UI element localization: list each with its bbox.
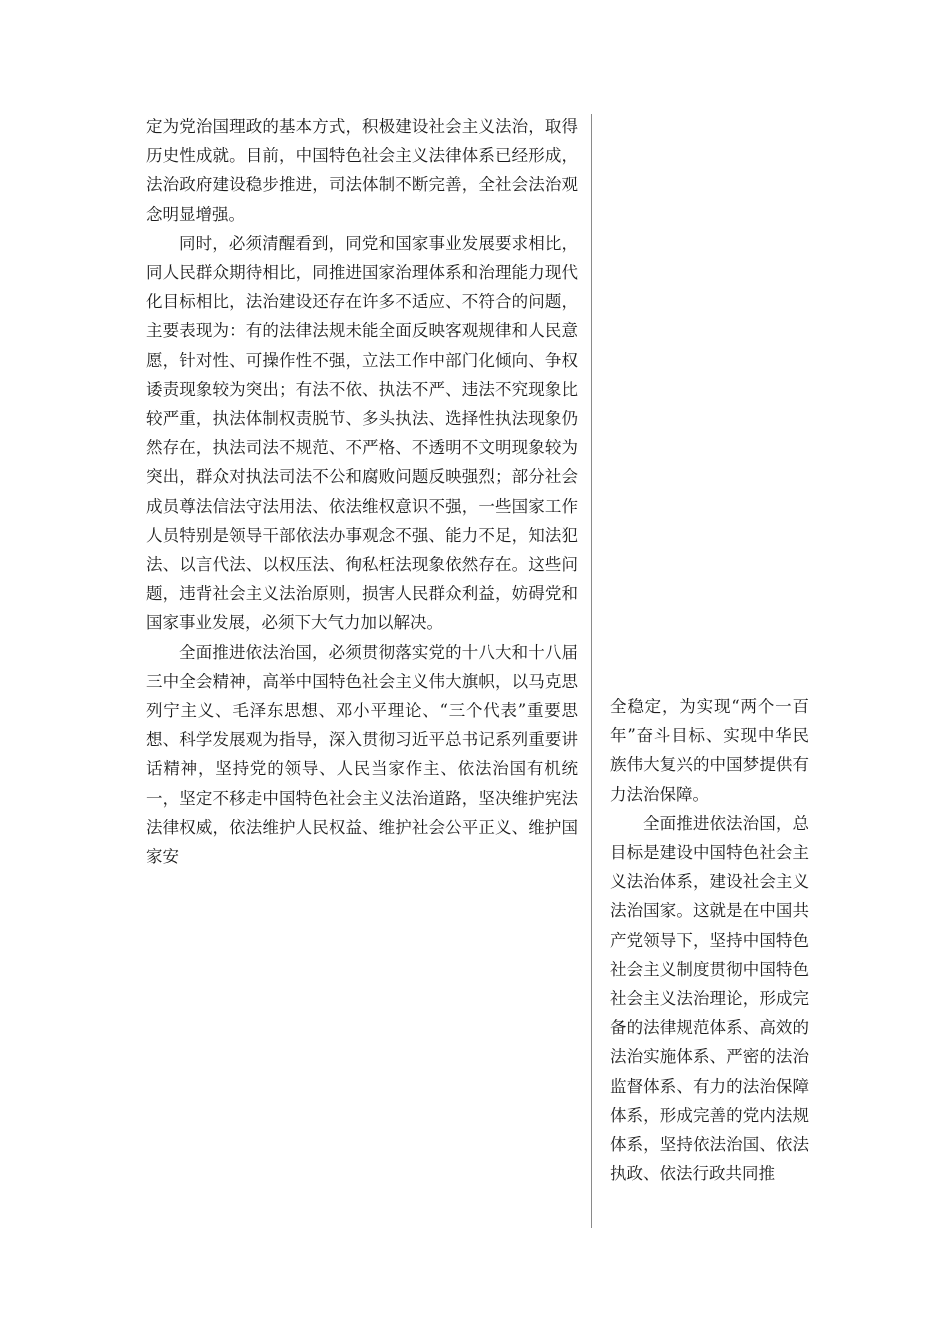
paragraph-overall-goal: 全面推进依法治国，总目标是建设中国特色社会主义法治体系，建设社会主义法治国家。这就是在中国共产党领导下，坚持中国特色社会主义制度贯彻中国特色社会主义法治理论，形成完备的法律规范体系、高效的法治实施体系、严密的法治监督体系、有力的法治保障体系，形成完善的党内法规体系，坚持依法治国、依法执政、依法行政共同推 <box>610 813 809 1184</box>
paragraph-continued: 定为党治国理政的基本方式，积极建设社会主义法治，取得历史性成就。目前，中国特色社会主义法律体系已经形成，法治政府建设稳步推进，司法体制不断完善，全社会法治观念明显增强。 <box>146 117 578 224</box>
left-text-column <box>146 112 578 871</box>
paragraph-problems: 同时，必须清醒看到，同党和国家事业发展要求相比，同人民群众期待相比，同推进国家治理体系和治理能力现代化目标相比，法治建设还存在许多不适应、不符合的问题，主要表现为：有的法律法规未能全面反映客观规律和人民意愿，针对性、可操作性不强，立法工作中部门化倾向、争权诿责现象较为突出；有法不依、执法不严、违法不究现象比较严重，执法体制权责脱节、多头执法、选择性执法现象仍然存在，执法司法不规范、不严格、不透明不文明现象较为突出，群众对执法司法不公和腐败问题反映强烈；部分社会成员尊法信法守法用法、依法维权意识不强，一些国家工作人员特别是领导干部依法办事观念不强、能力不足，知法犯法、以言代法、以权压法、徇私枉法现象依然存在。这些问题，违背社会主义法治原则，损害人民群众利益，妨碍党和国家事业发展，必须下大气力加以解决。 <box>146 233 578 633</box>
paragraph-guiding-principles: 全面推进依法治国，必须贯彻落实党的十八大和十八届三中全会精神，高举中国特色社会主义伟大旗帜，以马克思列宁主义、毛泽东思想、邓小平理论、“三个代表”重要思想、科学发展观为指导，深入贯彻习近平总书记系列重要讲话精神，坚持党的领导、人民当家作主、依法治国有机统一，坚定不移走中国特色社会主义法治道路，坚决维护宪法法律权威，依法维护人民权益、维护社会公平正义、维护国家安 <box>146 642 578 867</box>
paragraph-continuation: 全稳定，为实现“两个一百年”奋斗目标、实现中华民族伟大复兴的中国梦提供有力法治保障。 <box>610 697 809 804</box>
column-divider <box>591 114 592 1228</box>
right-text-column <box>610 692 809 1188</box>
